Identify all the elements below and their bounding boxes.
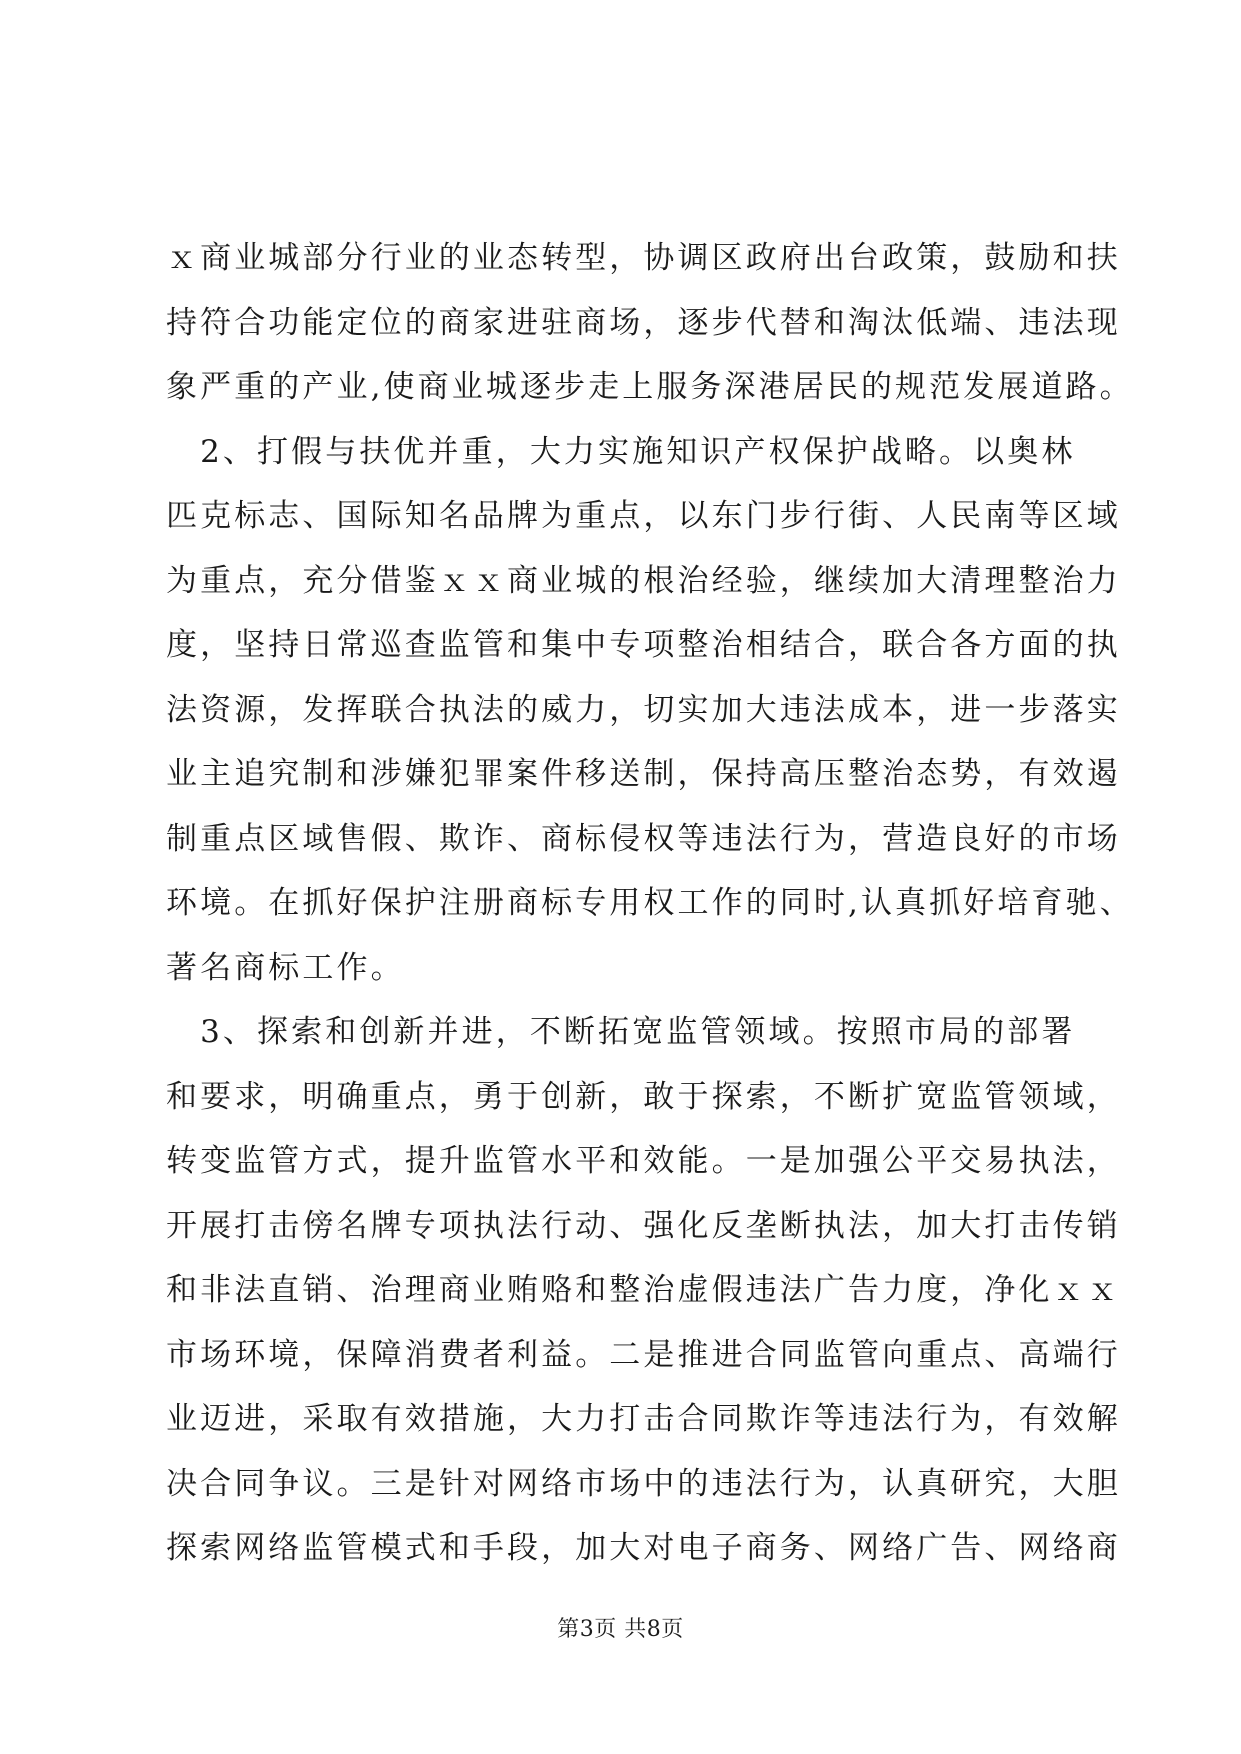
text-line: 2、打假与扶优并重，大力实施知识产权保护战略。以奥林	[166, 433, 1076, 470]
text-line: 持符合功能定位的商家进驻商场，逐步代替和淘汰低端、违法现	[166, 304, 1121, 341]
text-line: 制重点区域售假、欺诈、商标侵权等违法行为，营造良好的市场	[166, 820, 1121, 857]
text-line: 决合同争议。三是针对网络市场中的违法行为，认真研究，大胆	[166, 1465, 1121, 1502]
page-footer: 第3页 共8页	[557, 1617, 684, 1642]
text-line: 法资源，发挥联合执法的威力，切实加大违法成本，进一步落实	[166, 691, 1121, 728]
text-line: ｘ商业城部分行业的业态转型，协调区政府出台政策，鼓励和扶	[166, 240, 1121, 276]
text-line: 匹克标志、国际知名品牌为重点，以东门步行街、人民南等区域	[166, 498, 1121, 534]
text-line: 著名商标工作。	[166, 949, 405, 986]
text-line: 象严重的产业,使商业城逐步走上服务深港居民的规范发展道路。	[166, 369, 1134, 405]
text-line: 3、探索和创新并进，不断拓宽监管领域。按照市局的部署	[166, 1014, 1076, 1050]
text-line: 业主追究制和涉嫌犯罪案件移送制，保持高压整治态势，有效遏	[166, 756, 1121, 792]
text-line: 和要求，明确重点，勇于创新，敢于探索，不断扩宽监管领域，	[166, 1078, 1121, 1115]
text-line: 环境。在抓好保护注册商标专用权工作的同时,认真抓好培育驰、	[166, 885, 1134, 921]
text-line: 开展打击傍名牌专项执法行动、强化反垄断执法，加大打击传销	[166, 1207, 1121, 1244]
text-line: 探索网络监管模式和手段，加大对电子商务、网络广告、网络商	[166, 1530, 1121, 1566]
text-line: 和非法直销、治理商业贿赂和整治虚假违法广告力度，净化ｘｘ	[166, 1272, 1121, 1308]
body-text	[166, 234, 1134, 1589]
text-line: 市场环境，保障消费者利益。二是推进合同监管向重点、高端行	[166, 1336, 1121, 1373]
text-line: 转变监管方式，提升监管水平和效能。一是加强公平交易执法，	[166, 1143, 1121, 1179]
text-line: 度，坚持日常巡查监管和集中专项整治相结合，联合各方面的执	[166, 627, 1121, 663]
text-line: 业迈进，采取有效措施，大力打击合同欺诈等违法行为，有效解	[166, 1401, 1121, 1437]
text-line: 为重点，充分借鉴ｘｘ商业城的根治经验，继续加大清理整治力	[166, 562, 1121, 599]
